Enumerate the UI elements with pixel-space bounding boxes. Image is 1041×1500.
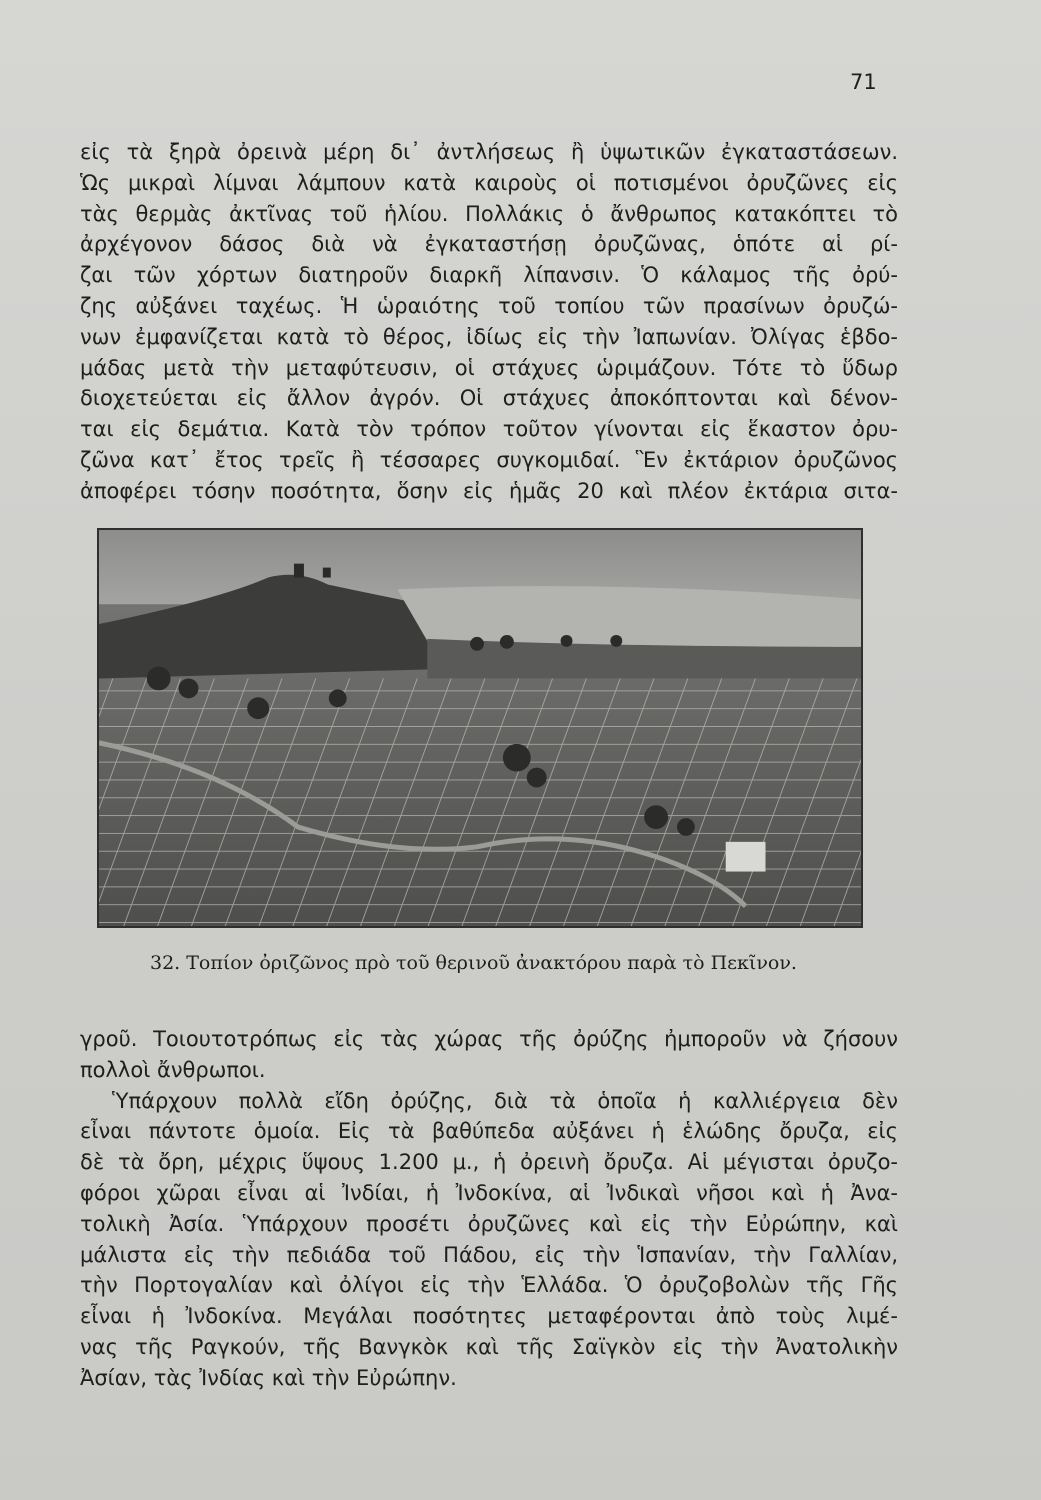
text-line: πολλοὶ ἄνθρωποι. (80, 1057, 266, 1082)
pavilion (726, 842, 766, 872)
text-line: ζῶνα κατ᾽ ἔτος τρεῖς ἢ τέσσαρες συγκομιδαί. Ἓν ἐκτάριον ὀρυζῶνος (80, 447, 898, 472)
text-line: ἀρχέγονον δάσος διὰ νὰ ἐγκαταστήσῃ ὀρυζῶνας, ὁπότε αἱ ρί- (80, 232, 898, 257)
text-line: εἶναι πάντοτε ὁμοία. Εἰς τὰ βαθύπεδα αὐξάνει ἡ ἑλώδης ὄρυζα, εἰς (80, 1119, 898, 1144)
photo-illustration (99, 530, 861, 926)
text-line: εἰς τὰ ξηρὰ ὀρεινὰ μέρη δι᾽ ἀντλήσεως ἢ ὑψωτικῶν ἐγκαταστάσεων. (80, 140, 898, 164)
figure-caption: 32. Τοπίον ὀριζῶνος πρὸ τοῦ θερινοῦ ἀνακτόρου παρὰ τὸ Πεκῖνον. (150, 952, 797, 974)
text-line: τολικὴ Ἀσία. Ὑπάρχουν προσέτι ὀρυζῶνες καὶ εἰς τὴν Εὐρώπην, καὶ (80, 1211, 898, 1236)
rice-paddies (99, 679, 861, 927)
paragraph-bottom (80, 1024, 898, 1394)
text-line: νων ἐμφανίζεται κατὰ τὸ θέρος, ἰδίως εἰς τὴν Ἰαπωνίαν. Ὀλίγας ἑβδο- (80, 324, 898, 349)
rice-field-photo (97, 528, 863, 928)
text-line: ζης αὐξάνει ταχέως. Ἡ ὡραιότης τοῦ τοπίου τῶν πρασίνων ὀρυζώ- (80, 293, 898, 318)
text-line: διοχετεύεται εἰς ἄλλον ἀγρόν. Οἱ στάχυες ἀποκόπτονται καὶ δένον- (80, 386, 898, 411)
text-line: Ὑπάρχουν πολλὰ εἴδη ὀρύζης, διὰ τὰ ὁποῖα ἡ καλλιέργεια δὲν (112, 1088, 898, 1113)
text-line: τὴν Πορτογαλίαν καὶ ὀλίγοι εἰς τὴν Ἑλλάδα. Ὁ ὀρυζοβολὼν τῆς Γῆς (80, 1273, 898, 1298)
text-line: δὲ τὰ ὄρη, μέχρις ὕψους 1.200 μ., ἡ ὀρεινὴ ὄρυζα. Αἱ μέγισται ὀρυζο- (80, 1150, 898, 1175)
paragraph-top (80, 137, 898, 507)
text-line: ζαι τῶν χόρτων διατηροῦν διαρκῆ λίπανσιν. Ὁ κάλαμος τῆς ὀρύ- (80, 263, 898, 288)
text-line: μάλιστα εἰς τὴν πεδιάδα τοῦ Πάδου, εἰς τὴν Ἱσπανίαν, τὴν Γαλλίαν, (80, 1242, 898, 1267)
text-line: εἶναι ἡ Ἰνδοκίνα. Μεγάλαι ποσότητες μεταφέρονται ἀπὸ τοὺς λιμέ- (80, 1304, 898, 1329)
text-line: ται εἰς δεμάτια. Κατὰ τὸν τρόπον τοῦτον γίνονται εἰς ἕκαστον ὀρυ- (80, 417, 898, 442)
page-number: 71 (850, 70, 877, 94)
text-line: μάδας μετὰ τὴν μεταφύτευσιν, οἱ στάχυες ὡριμάζουν. Τότε τὸ ὕδωρ (80, 355, 898, 380)
text-line: νας τῆς Ραγκούν, τῆς Βανγκὸκ καὶ τῆς Σαϊγκὸν εἰς τὴν Ἀνατολικὴν (80, 1334, 898, 1359)
text-line: γροῦ. Τοιουτοτρόπως εἰς τὰς χώρας τῆς ὀρύζης ἠμποροῦν νὰ ζήσουν (80, 1027, 898, 1051)
text-line: τὰς θερμὰς ἀκτῖνας τοῦ ἡλίου. Πολλάκις ὁ ἄνθρωπος κατακόπτει τὸ (80, 201, 898, 226)
text-line: ἀποφέρει τόσην ποσότητα, ὅσην εἰς ἡμᾶς 20 καὶ πλέον ἐκτάρια σιτα- (80, 478, 898, 503)
text-line: Ὡς μικραὶ λίμναι λάμπουν κατὰ καιροὺς οἱ ποτισμένοι ὀρυζῶνες εἰς (80, 170, 898, 195)
text-line: φόροι χῶραι εἶναι αἱ Ἰνδίαι, ἡ Ἰνδοκίνα, αἱ Ἰνδικαὶ νῆσοι καὶ ἡ Ἀνα- (80, 1180, 898, 1205)
text-line: Ἀσίαν, τὰς Ἰνδίας καὶ τὴν Εὐρώπην. (80, 1365, 457, 1390)
